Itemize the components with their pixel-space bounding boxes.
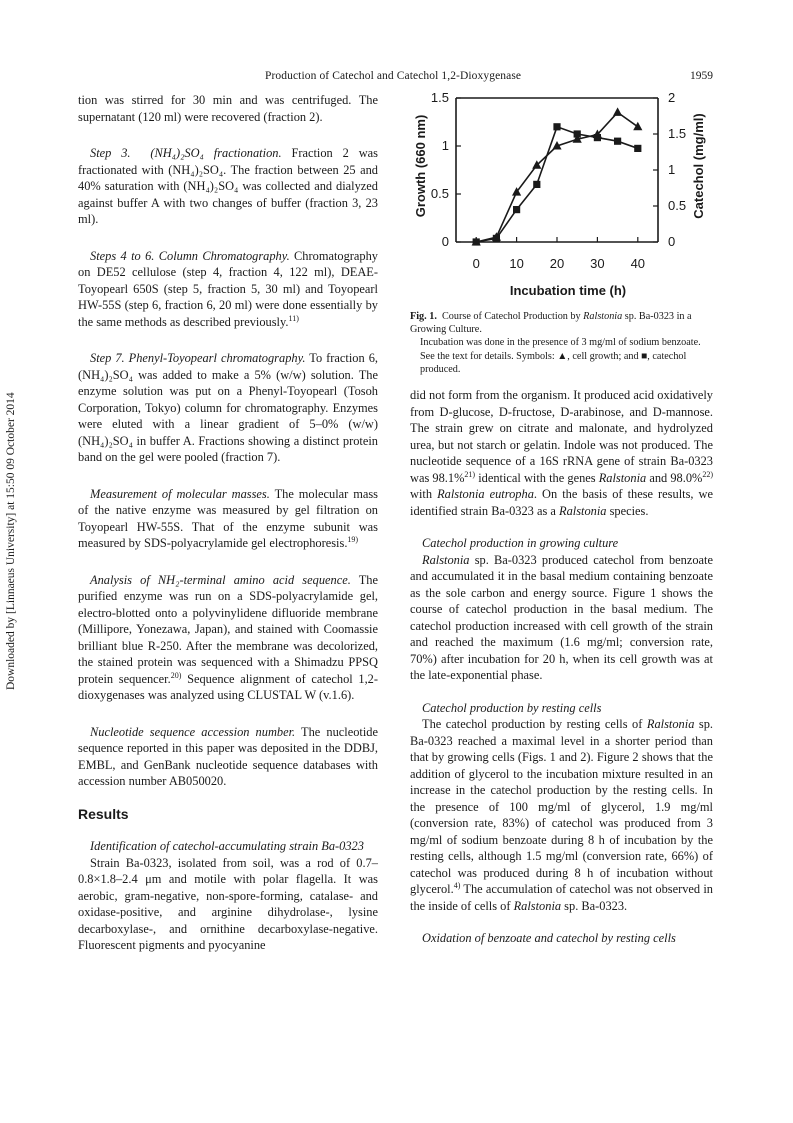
reference-marker: 4) — [453, 880, 461, 890]
genus-name: Ralstonia — [559, 503, 607, 518]
text: sp. Ba-0323 reached a maximal level in a shorter period than that by growing cells (Figs. 1 and 2). Figure 2 shows that the addition of glycerol to the incubation mixture resulted in an increase in the catechol production by the resting cells. In the presence of 100 mg/ml of glycerol, 1.9 mg/ml (conversion rate, 83%) of catechol was produced from 3 mg/ml of sodium benzoate during 8 h of incubation by the resting cells, although 1.5 mg/ml (conversion rate, 66%) of catechol was produced during 8 h of incubation without glycerol. — [410, 717, 714, 896]
reference-marker: 20) — [170, 670, 182, 680]
caption-title — [410, 310, 710, 336]
steps4-6-title: Steps 4 to 6. Column Chromatography. — [90, 248, 290, 263]
square-point — [533, 181, 540, 188]
text: sp. Ba-0323 produced catechol from benzoate and accumulated it in the basal medium containing benzoate as the sole carbon and energy source. Figure 1 shows the course of catechol production in the basal medium. The catechol production increased with cell growth of the strain and reached the maximum (1.6 mg/ml; conversion rate, 70%) after incubation for 20 h, when its cell growth was at the late-exponential phase. — [410, 552, 713, 682]
x-tick-label: 40 — [630, 256, 646, 271]
paragraph-identification: Strain Ba-0323, isolated from soil, was a rod of 0.7–0.8×1.8–2.4 μm and motile with polar flagella. It was aerobic, gram-negative, non-spore-forming, catalase- and oxidase-positive, and arginine dihydrolase-, lysine decarboxylase-, and ornithine decarboxylase-negative. Fluorescent pigments and pyocyanine — [78, 855, 378, 952]
step7-text: To fraction 6, (NH₄)₂SO₄ was added to make a 5% (w/w) solution. The enzyme solution was put on a Phenyl-Toyopearl (Tosoh Corporation, Tokyo) column for chromatography. Enzymes were eluted with a linear gradient of 5–0% (w/w) (NH₄)₂SO₄ in buffer A. Fractions showing a distinct protein band on the gel were pooled (fraction 7). — [78, 351, 378, 464]
reference-marker: 22) — [702, 469, 714, 479]
x-tick-label: 0 — [472, 256, 480, 271]
y-axis-title-left: Growth (660 nm) — [413, 114, 428, 218]
square-point — [594, 134, 601, 141]
accession-title: Nucleotide sequence accession number. — [90, 724, 296, 739]
step3-text: Fraction 2 was fractionated with (NH₄)₂SO₄. The fraction between 25 and 40% saturation with (NH₄)₂SO₄ was collected and dialyzed against buffer A with two changes of buffer (fraction 3, 23 ml). — [78, 146, 378, 226]
species-name: Ralstonia eutropha — [437, 487, 534, 501]
left-column — [78, 92, 378, 954]
paragraph-step7 — [78, 350, 378, 466]
text: with — [410, 487, 438, 501]
text: sp. Ba-0323. — [561, 898, 628, 913]
section-heading-results: Results — [78, 805, 129, 822]
reference-marker: 19) — [347, 534, 359, 544]
right-column — [410, 387, 713, 947]
y-right-tick-label: 0.5 — [668, 198, 687, 213]
paragraph-step3 — [78, 145, 378, 228]
y-left-tick-label: 0 — [441, 234, 449, 249]
reference-marker: 21) — [464, 469, 476, 479]
y-right-tick-label: 0 — [668, 234, 676, 249]
caption-title-b: sp. Ba-0323 in a Growing Culture. — [410, 311, 692, 336]
step7-title: Step 7. Phenyl-Toyopearl chromatography. — [90, 351, 306, 365]
molecular-mass-text: The molecular mass of the native enzyme was measured by gel filtration on Toyopearl HW-55S. That of the enzyme subunit was measured by SDS-polyacrylamide gel electrophoresis. — [78, 486, 379, 550]
genus-name: Ralstonia — [646, 717, 695, 731]
triangle-point — [613, 107, 622, 116]
figure-caption — [410, 310, 710, 376]
page-number: 1959 — [690, 70, 713, 82]
chart-series — [472, 107, 643, 245]
reference-marker: 11) — [288, 313, 299, 323]
series-line-growth — [476, 112, 638, 242]
y-axis-title-right: Catechol (mg/ml) — [691, 113, 706, 219]
square-point — [493, 235, 500, 242]
figure-1-chart — [408, 86, 718, 306]
paragraph-fraction2: tion was stirred for 30 min and was centrifuged. The supernatant (120 ml) were recovered (fraction 2). — [78, 93, 378, 124]
subsection-title-resting-cells: Catechol production by resting cells — [422, 700, 602, 715]
step3-subtitle: (NH₄)₂SO₄ fractionation. — [150, 146, 282, 160]
x-tick-label: 10 — [509, 256, 524, 271]
square-point — [553, 123, 560, 130]
paragraph-resting-cells — [410, 716, 713, 914]
genus-name: Ralstonia — [598, 470, 647, 485]
y-left-tick-label: 1 — [441, 138, 449, 153]
caption-body: Incubation was done in the presence of 3 mg/ml of sodium benzoate. See the text for details. Symbols: ▲, cell growth; and ■, catechol produced. — [420, 337, 701, 375]
square-point — [473, 238, 480, 245]
steps4-6-text: Chromatography on DE52 cellulose (step 4, fraction 4, 122 ml), DEAE-Toyopearl 650S (step 5, fraction 5, 30 ml) and Toyopearl HW-55S (step 6, fraction 6, 20 ml) were done essentially by the same methods as described previously. — [78, 248, 379, 329]
chart-canvas — [408, 86, 718, 306]
caption-genus: Ralstonia — [583, 311, 623, 322]
paragraph-nh2-sequence — [78, 572, 378, 704]
paragraph-accession-number — [78, 724, 378, 790]
x-tick-label: 20 — [549, 256, 565, 271]
running-header: Production of Catechol and Catechol 1,2-Dioxygenase — [265, 70, 522, 82]
genus-name: Ralstonia — [422, 552, 470, 567]
text: and 98.0% — [646, 470, 703, 485]
paragraph-steps4-6 — [78, 248, 378, 331]
y-right-tick-label: 1 — [668, 162, 676, 177]
paragraph-growing-culture — [410, 552, 713, 684]
text: identical with the genes — [475, 470, 599, 485]
x-axis-title: Incubation time (h) — [509, 283, 627, 298]
text: The catechol production by resting cells of — [422, 717, 647, 731]
subsection-title-oxidation: Oxidation of benzoate and catechol by resting cells — [422, 931, 676, 945]
chart-axes — [431, 90, 686, 271]
y-right-tick-label: 1.5 — [668, 126, 687, 141]
y-left-tick-label: 0.5 — [430, 186, 449, 201]
step3-title: Step 3. — [90, 146, 131, 160]
molecular-mass-title: Measurement of molecular masses. — [90, 486, 270, 501]
square-point — [574, 130, 581, 137]
text: species. — [606, 503, 649, 518]
text: The accumulation of catechol was not observed in the inside of cells of — [410, 882, 713, 913]
x-tick-label: 30 — [590, 256, 605, 271]
y-right-tick-label: 2 — [668, 90, 676, 105]
y-left-tick-label: 1.5 — [430, 90, 449, 105]
genus-name: Ralstonia — [513, 898, 562, 913]
paragraph-identification-continued — [410, 387, 713, 519]
text: did not form from the organism. It produced acid oxidatively from D-glucose, D-fructose, D-arabinose, and D-mannose. The strain grew on citrate and malonate, and hydrolyzed urea, but not starch or gelatin. Indole was not produced. The nucleotide sequence of a 16S rRNA gene of strain Ba-0323 was 98.1% — [410, 388, 713, 485]
nh2-sequence-title: Analysis of NH₂-terminal amino acid sequence. — [90, 572, 351, 587]
square-point — [513, 206, 520, 213]
caption-title-a: Course of Catechol Production by — [441, 311, 584, 322]
subsection-title-growing-culture: Catechol production in growing culture — [422, 536, 619, 550]
paragraph-molecular-mass — [78, 486, 378, 552]
caption-label: Fig. 1. — [410, 311, 437, 322]
nh2-sequence-text-2: Sequence alignment of catechol 1,2-dioxygenases was analyzed using CLUSTAL W (v.1.6). — [78, 671, 378, 702]
download-watermark: Downloaded by [Linnaeus University] at 15:50 09 October 2014 — [5, 392, 17, 690]
triangle-point — [633, 122, 642, 131]
nh2-sequence-text: The purified enzyme was run on a SDS-polyacrylamide gel, electro-blotted onto a polyvinylidene difluoride membrane (Millipore, Yonezawa, Japan), and stained with Coomassie brilliant blue R-250. After the membrane was decolorized, the stained protein was sequenced with a Shimadzu PPSQ protein sequencer. — [78, 572, 378, 686]
subsection-title-identification: Identification of catechol-accumulating strain Ba-0323 — [90, 839, 364, 853]
square-point — [614, 138, 621, 145]
text: . On the basis of these results, we identified strain Ba-0323 as a — [410, 487, 713, 518]
square-point — [634, 145, 641, 152]
accession-text: The nucleotide sequence reported in this paper was deposited in the DDBJ, EMBL, and GenBank nucleotide sequence databases with accession number AB050020. — [78, 724, 378, 788]
